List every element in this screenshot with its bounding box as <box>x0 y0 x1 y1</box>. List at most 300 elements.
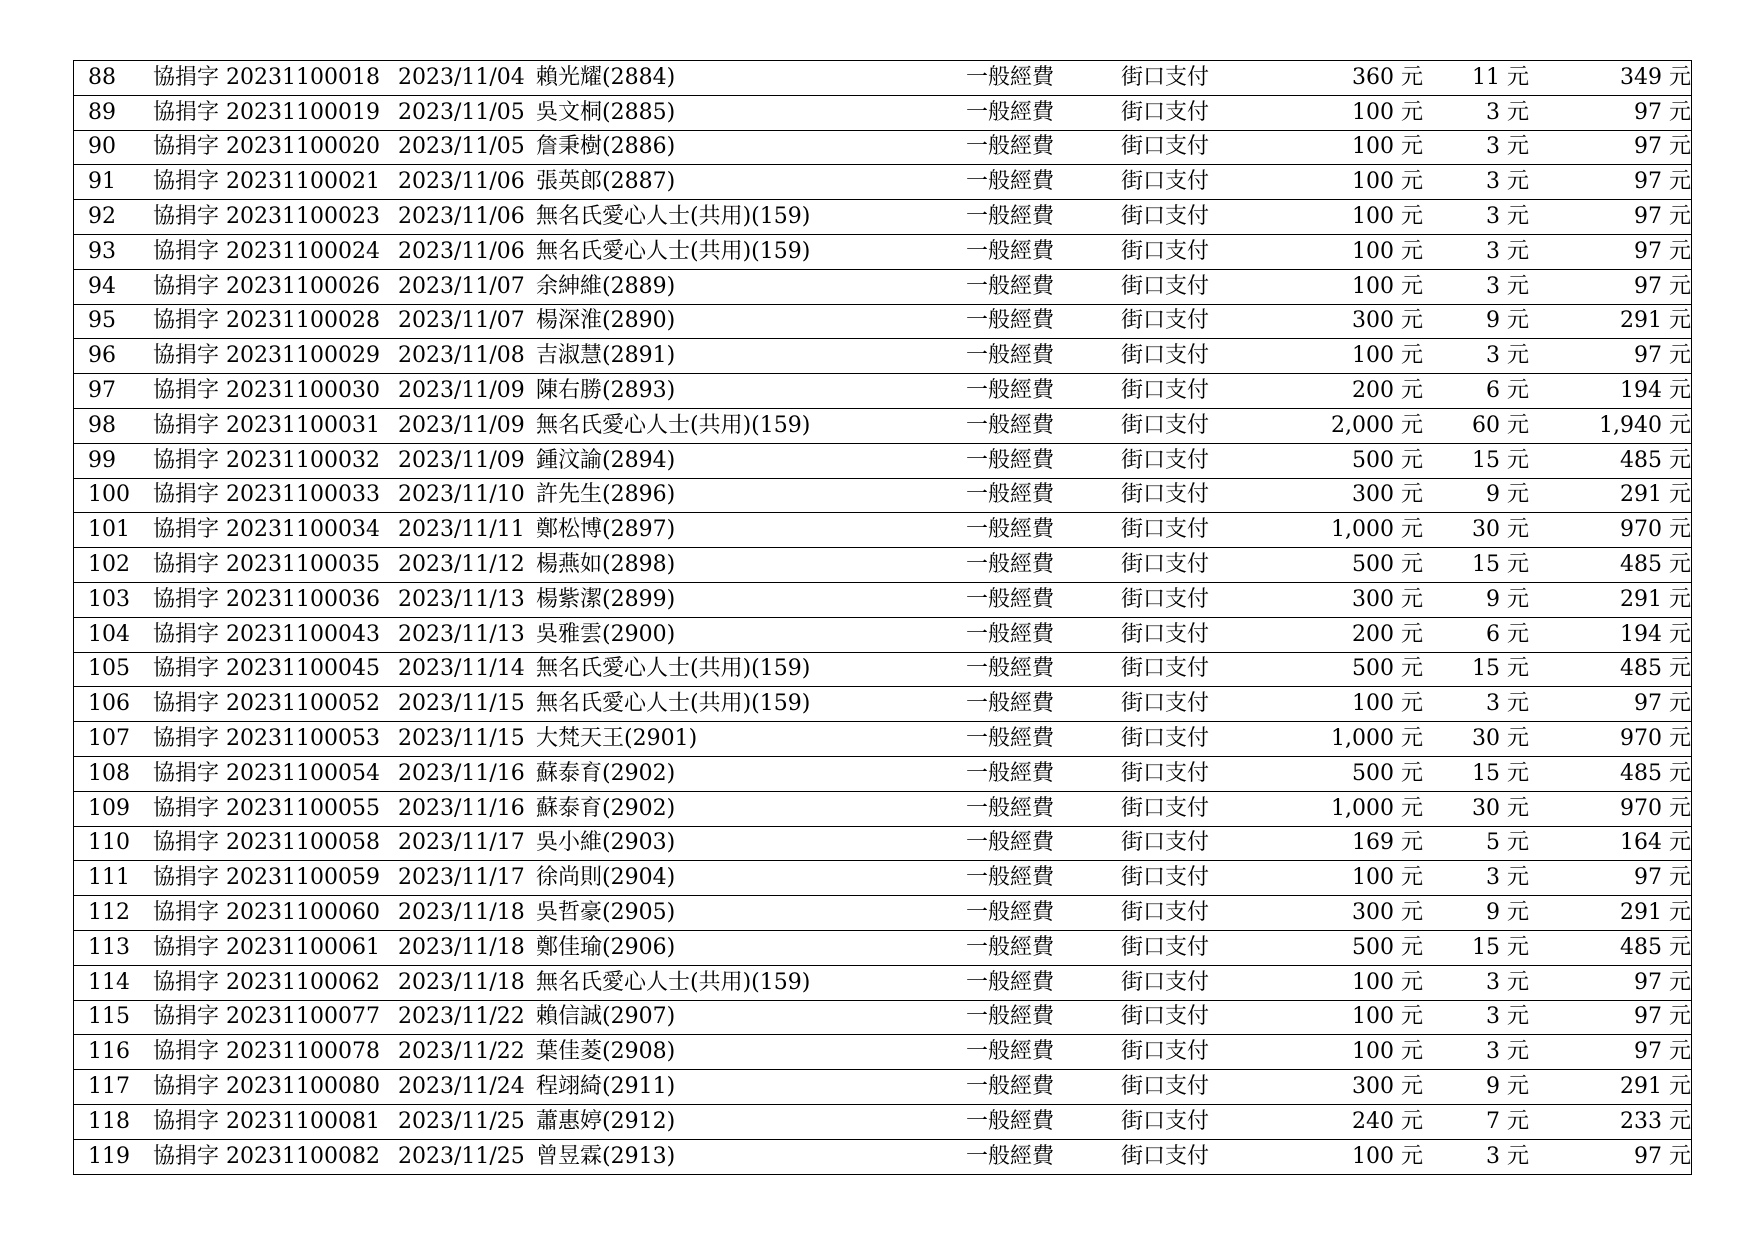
table-row <box>74 374 1691 409</box>
processing-fee: 3 元 <box>1486 204 1529 230</box>
donation-date: 2023/11/06 <box>398 238 525 264</box>
processing-fee: 7 元 <box>1486 1108 1529 1134</box>
table-row <box>74 722 1691 757</box>
receipt-number: 協捐字 20231100033 <box>153 482 380 508</box>
donation-amount: 240 元 <box>1352 1108 1423 1134</box>
donation-amount: 100 元 <box>1352 204 1423 230</box>
donation-amount: 100 元 <box>1352 1143 1423 1169</box>
donor-name: 無名氏愛心人士(共用)(159) <box>536 204 811 230</box>
row-number: 104 <box>88 621 130 647</box>
row-number: 106 <box>88 691 130 717</box>
payment-method: 街口支付 <box>1121 656 1210 682</box>
table-row <box>74 687 1691 722</box>
donor-name: 徐尚則(2904) <box>536 865 676 891</box>
donation-amount: 200 元 <box>1352 378 1423 404</box>
donor-name: 鄭松博(2897) <box>536 517 676 543</box>
processing-fee: 3 元 <box>1486 273 1529 299</box>
donation-amount: 1,000 元 <box>1331 795 1423 821</box>
donation-amount: 1,000 元 <box>1331 517 1423 543</box>
donation-category: 一般經費 <box>966 343 1055 369</box>
donation-category: 一般經費 <box>966 99 1055 125</box>
row-number: 119 <box>88 1143 130 1169</box>
payment-method: 街口支付 <box>1121 1004 1210 1030</box>
row-number: 93 <box>88 238 116 264</box>
donation-amount: 100 元 <box>1352 134 1423 160</box>
receipt-number: 協捐字 20231100034 <box>153 517 380 543</box>
processing-fee: 15 元 <box>1472 934 1529 960</box>
donor-name: 張英郎(2887) <box>536 169 676 195</box>
net-amount: 97 元 <box>1634 1143 1691 1169</box>
donation-amount: 2,000 元 <box>1331 412 1423 438</box>
row-number: 108 <box>88 760 130 786</box>
receipt-number: 協捐字 20231100030 <box>153 378 380 404</box>
net-amount: 97 元 <box>1634 1004 1691 1030</box>
donation-date: 2023/11/15 <box>398 726 525 752</box>
donor-name: 無名氏愛心人士(共用)(159) <box>536 691 811 717</box>
donation-category: 一般經費 <box>966 795 1055 821</box>
net-amount: 291 元 <box>1620 308 1691 334</box>
row-number: 95 <box>88 308 116 334</box>
processing-fee: 3 元 <box>1486 1039 1529 1065</box>
net-amount: 97 元 <box>1634 238 1691 264</box>
donation-category: 一般經費 <box>966 517 1055 543</box>
donor-name: 鄭佳瑜(2906) <box>536 934 676 960</box>
row-number: 112 <box>88 900 130 926</box>
donor-name: 吳雅雲(2900) <box>536 621 676 647</box>
donation-amount: 100 元 <box>1352 343 1423 369</box>
donation-date: 2023/11/15 <box>398 691 525 717</box>
row-number: 117 <box>88 1074 130 1099</box>
row-number: 99 <box>88 447 116 473</box>
receipt-number: 協捐字 20231100018 <box>153 64 380 90</box>
donation-category: 一般經費 <box>966 586 1055 612</box>
net-amount: 97 元 <box>1634 169 1691 195</box>
donation-date: 2023/11/05 <box>398 134 525 160</box>
receipt-number: 協捐字 20231100031 <box>153 412 380 438</box>
payment-method: 街口支付 <box>1121 1108 1210 1134</box>
processing-fee: 3 元 <box>1486 969 1529 995</box>
table-row <box>74 61 1691 96</box>
donation-amount: 1,000 元 <box>1331 726 1423 752</box>
donation-date: 2023/11/04 <box>398 64 525 90</box>
net-amount: 291 元 <box>1620 482 1691 508</box>
donation-date: 2023/11/16 <box>398 795 525 821</box>
row-number: 118 <box>88 1108 130 1134</box>
net-amount: 194 元 <box>1620 378 1691 404</box>
donation-date: 2023/11/25 <box>398 1108 525 1134</box>
donation-date: 2023/11/17 <box>398 865 525 891</box>
processing-fee: 15 元 <box>1472 656 1529 682</box>
payment-method: 街口支付 <box>1121 169 1210 195</box>
donation-category: 一般經費 <box>966 830 1055 856</box>
processing-fee: 15 元 <box>1472 447 1529 473</box>
receipt-number: 協捐字 20231100032 <box>153 447 380 473</box>
payment-method: 街口支付 <box>1121 934 1210 960</box>
donation-amount: 300 元 <box>1352 1074 1423 1099</box>
payment-method: 街口支付 <box>1121 99 1210 125</box>
receipt-number: 協捐字 20231100036 <box>153 586 380 612</box>
donor-name: 楊深淮(2890) <box>536 308 676 334</box>
payment-method: 街口支付 <box>1121 969 1210 995</box>
row-number: 105 <box>88 656 130 682</box>
table-row <box>74 235 1691 270</box>
row-number: 90 <box>88 134 116 160</box>
table-row <box>74 1001 1691 1036</box>
processing-fee: 30 元 <box>1472 795 1529 821</box>
table-row <box>74 96 1691 131</box>
payment-method: 街口支付 <box>1121 204 1210 230</box>
table-row <box>74 270 1691 305</box>
donor-name: 蘇泰育(2902) <box>536 795 676 821</box>
processing-fee: 3 元 <box>1486 691 1529 717</box>
net-amount: 291 元 <box>1620 1074 1691 1099</box>
net-amount: 97 元 <box>1634 343 1691 369</box>
donation-category: 一般經費 <box>966 1143 1055 1169</box>
processing-fee: 3 元 <box>1486 865 1529 891</box>
row-number: 107 <box>88 726 130 752</box>
processing-fee: 3 元 <box>1486 1143 1529 1169</box>
row-number: 91 <box>88 169 116 195</box>
table-row <box>74 827 1691 862</box>
donation-category: 一般經費 <box>966 169 1055 195</box>
receipt-number: 協捐字 20231100029 <box>153 343 380 369</box>
donation-category: 一般經費 <box>966 1074 1055 1099</box>
donation-date: 2023/11/24 <box>398 1074 525 1099</box>
receipt-number: 協捐字 20231100023 <box>153 204 380 230</box>
processing-fee: 3 元 <box>1486 169 1529 195</box>
receipt-number: 協捐字 20231100061 <box>153 934 380 960</box>
donor-name: 無名氏愛心人士(共用)(159) <box>536 969 811 995</box>
donation-amount: 300 元 <box>1352 586 1423 612</box>
receipt-number: 協捐字 20231100043 <box>153 621 380 647</box>
receipt-number: 協捐字 20231100026 <box>153 273 380 299</box>
processing-fee: 11 元 <box>1472 64 1529 90</box>
receipt-number: 協捐字 20231100021 <box>153 169 380 195</box>
payment-method: 街口支付 <box>1121 1039 1210 1065</box>
donation-date: 2023/11/16 <box>398 760 525 786</box>
donor-name: 蘇泰育(2902) <box>536 760 676 786</box>
donation-amount: 500 元 <box>1352 447 1423 473</box>
donor-name: 葉佳菱(2908) <box>536 1039 676 1065</box>
receipt-number: 協捐字 20231100058 <box>153 830 380 856</box>
net-amount: 97 元 <box>1634 865 1691 891</box>
receipt-number: 協捐字 20231100060 <box>153 900 380 926</box>
net-amount: 97 元 <box>1634 204 1691 230</box>
processing-fee: 9 元 <box>1486 586 1529 612</box>
table-row <box>74 861 1691 896</box>
donation-amount: 300 元 <box>1352 482 1423 508</box>
payment-method: 街口支付 <box>1121 378 1210 404</box>
table-row <box>74 305 1691 340</box>
payment-method: 街口支付 <box>1121 482 1210 508</box>
donor-name: 蕭惠婷(2912) <box>536 1108 676 1134</box>
table-row <box>74 931 1691 966</box>
processing-fee: 9 元 <box>1486 1074 1529 1099</box>
processing-fee: 6 元 <box>1486 621 1529 647</box>
donation-ledger-table <box>73 60 1692 1175</box>
donation-amount: 300 元 <box>1352 900 1423 926</box>
payment-method: 街口支付 <box>1121 447 1210 473</box>
net-amount: 97 元 <box>1634 691 1691 717</box>
payment-method: 街口支付 <box>1121 865 1210 891</box>
donation-category: 一般經費 <box>966 656 1055 682</box>
receipt-number: 協捐字 20231100078 <box>153 1039 380 1065</box>
table-row <box>74 548 1691 583</box>
donation-category: 一般經費 <box>966 726 1055 752</box>
receipt-number: 協捐字 20231100053 <box>153 726 380 752</box>
net-amount: 97 元 <box>1634 134 1691 160</box>
donation-category: 一般經費 <box>966 238 1055 264</box>
donor-name: 無名氏愛心人士(共用)(159) <box>536 238 811 264</box>
row-number: 94 <box>88 273 116 299</box>
donor-name: 賴光耀(2884) <box>536 64 676 90</box>
receipt-number: 協捐字 20231100082 <box>153 1143 380 1169</box>
donation-date: 2023/11/08 <box>398 343 525 369</box>
donation-category: 一般經費 <box>966 760 1055 786</box>
donation-date: 2023/11/06 <box>398 169 525 195</box>
donation-date: 2023/11/12 <box>398 552 525 578</box>
donor-name: 無名氏愛心人士(共用)(159) <box>536 656 811 682</box>
donation-date: 2023/11/13 <box>398 586 525 612</box>
table-row <box>74 479 1691 514</box>
donation-date: 2023/11/22 <box>398 1039 525 1065</box>
net-amount: 97 元 <box>1634 99 1691 125</box>
net-amount: 485 元 <box>1620 760 1691 786</box>
donation-date: 2023/11/14 <box>398 656 525 682</box>
donor-name: 賴信誠(2907) <box>536 1004 676 1030</box>
processing-fee: 30 元 <box>1472 726 1529 752</box>
donation-category: 一般經費 <box>966 969 1055 995</box>
processing-fee: 9 元 <box>1486 900 1529 926</box>
donation-category: 一般經費 <box>966 865 1055 891</box>
net-amount: 485 元 <box>1620 447 1691 473</box>
net-amount: 970 元 <box>1620 517 1691 543</box>
table-row <box>74 757 1691 792</box>
donation-amount: 169 元 <box>1352 830 1423 856</box>
receipt-number: 協捐字 20231100024 <box>153 238 380 264</box>
donation-date: 2023/11/10 <box>398 482 525 508</box>
payment-method: 街口支付 <box>1121 238 1210 264</box>
donation-category: 一般經費 <box>966 552 1055 578</box>
donor-name: 吳文桐(2885) <box>536 99 676 125</box>
donor-name: 吳哲豪(2905) <box>536 900 676 926</box>
receipt-number: 協捐字 20231100052 <box>153 691 380 717</box>
processing-fee: 60 元 <box>1472 412 1529 438</box>
processing-fee: 6 元 <box>1486 378 1529 404</box>
row-number: 114 <box>88 969 130 995</box>
row-number: 115 <box>88 1004 130 1030</box>
payment-method: 街口支付 <box>1121 900 1210 926</box>
row-number: 100 <box>88 482 130 508</box>
donation-category: 一般經費 <box>966 64 1055 90</box>
processing-fee: 3 元 <box>1486 99 1529 125</box>
donation-amount: 200 元 <box>1352 621 1423 647</box>
row-number: 92 <box>88 204 116 230</box>
net-amount: 1,940 元 <box>1599 412 1691 438</box>
donor-name: 楊燕如(2898) <box>536 552 676 578</box>
donation-category: 一般經費 <box>966 1108 1055 1134</box>
net-amount: 194 元 <box>1620 621 1691 647</box>
row-number: 97 <box>88 378 116 404</box>
donor-name: 程翊綺(2911) <box>536 1074 676 1099</box>
net-amount: 97 元 <box>1634 969 1691 995</box>
payment-method: 街口支付 <box>1121 517 1210 543</box>
table-row <box>74 200 1691 235</box>
processing-fee: 3 元 <box>1486 238 1529 264</box>
payment-method: 街口支付 <box>1121 343 1210 369</box>
row-number: 89 <box>88 99 116 125</box>
payment-method: 街口支付 <box>1121 273 1210 299</box>
table-row <box>74 1140 1691 1175</box>
donor-name: 吉淑慧(2891) <box>536 343 676 369</box>
donation-date: 2023/11/18 <box>398 969 525 995</box>
net-amount: 970 元 <box>1620 726 1691 752</box>
donation-amount: 360 元 <box>1352 64 1423 90</box>
table-row <box>74 513 1691 548</box>
table-row <box>74 653 1691 688</box>
payment-method: 街口支付 <box>1121 1074 1210 1099</box>
row-number: 98 <box>88 412 116 438</box>
processing-fee: 9 元 <box>1486 308 1529 334</box>
net-amount: 291 元 <box>1620 900 1691 926</box>
receipt-number: 協捐字 20231100055 <box>153 795 380 821</box>
donation-amount: 100 元 <box>1352 273 1423 299</box>
payment-method: 街口支付 <box>1121 64 1210 90</box>
row-number: 110 <box>88 830 130 856</box>
payment-method: 街口支付 <box>1121 726 1210 752</box>
donation-date: 2023/11/22 <box>398 1004 525 1030</box>
payment-method: 街口支付 <box>1121 552 1210 578</box>
row-number: 101 <box>88 517 130 543</box>
processing-fee: 15 元 <box>1472 552 1529 578</box>
receipt-number: 協捐字 20231100062 <box>153 969 380 995</box>
donor-name: 吳小維(2903) <box>536 830 676 856</box>
donation-date: 2023/11/13 <box>398 621 525 647</box>
payment-method: 街口支付 <box>1121 760 1210 786</box>
row-number: 116 <box>88 1039 130 1065</box>
donation-date: 2023/11/25 <box>398 1143 525 1169</box>
row-number: 102 <box>88 552 130 578</box>
donation-amount: 100 元 <box>1352 969 1423 995</box>
donation-category: 一般經費 <box>966 691 1055 717</box>
donation-category: 一般經費 <box>966 621 1055 647</box>
donation-category: 一般經費 <box>966 378 1055 404</box>
processing-fee: 3 元 <box>1486 1004 1529 1030</box>
payment-method: 街口支付 <box>1121 621 1210 647</box>
payment-method: 街口支付 <box>1121 412 1210 438</box>
table-row <box>74 1070 1691 1105</box>
receipt-number: 協捐字 20231100045 <box>153 656 380 682</box>
net-amount: 349 元 <box>1620 64 1691 90</box>
donation-amount: 500 元 <box>1352 656 1423 682</box>
donor-name: 無名氏愛心人士(共用)(159) <box>536 412 811 438</box>
donation-amount: 100 元 <box>1352 865 1423 891</box>
donation-date: 2023/11/18 <box>398 900 525 926</box>
processing-fee: 5 元 <box>1486 830 1529 856</box>
table-row <box>74 792 1691 827</box>
payment-method: 街口支付 <box>1121 1143 1210 1169</box>
net-amount: 970 元 <box>1620 795 1691 821</box>
table-row <box>74 896 1691 931</box>
donor-name: 曾昱霖(2913) <box>536 1143 676 1169</box>
table-row <box>74 444 1691 479</box>
donor-name: 陳右勝(2893) <box>536 378 676 404</box>
donation-date: 2023/11/06 <box>398 204 525 230</box>
donation-date: 2023/11/09 <box>398 378 525 404</box>
row-number: 109 <box>88 795 130 821</box>
net-amount: 485 元 <box>1620 934 1691 960</box>
net-amount: 485 元 <box>1620 552 1691 578</box>
processing-fee: 15 元 <box>1472 760 1529 786</box>
receipt-number: 協捐字 20231100077 <box>153 1004 380 1030</box>
row-number: 111 <box>88 865 130 891</box>
table-row <box>74 1105 1691 1140</box>
donation-category: 一般經費 <box>966 1039 1055 1065</box>
row-number: 113 <box>88 934 130 960</box>
processing-fee: 9 元 <box>1486 482 1529 508</box>
payment-method: 街口支付 <box>1121 134 1210 160</box>
donation-date: 2023/11/07 <box>398 308 525 334</box>
receipt-number: 協捐字 20231100020 <box>153 134 380 160</box>
donation-category: 一般經費 <box>966 447 1055 473</box>
donation-amount: 500 元 <box>1352 760 1423 786</box>
donation-amount: 100 元 <box>1352 99 1423 125</box>
receipt-number: 協捐字 20231100028 <box>153 308 380 334</box>
row-number: 96 <box>88 343 116 369</box>
payment-method: 街口支付 <box>1121 795 1210 821</box>
table-row <box>74 966 1691 1001</box>
row-number: 103 <box>88 586 130 612</box>
donation-amount: 100 元 <box>1352 1039 1423 1065</box>
donor-name: 許先生(2896) <box>536 482 676 508</box>
donation-amount: 300 元 <box>1352 308 1423 334</box>
row-number: 88 <box>88 64 116 90</box>
receipt-number: 協捐字 20231100035 <box>153 552 380 578</box>
donation-amount: 100 元 <box>1352 691 1423 717</box>
payment-method: 街口支付 <box>1121 308 1210 334</box>
donation-date: 2023/11/18 <box>398 934 525 960</box>
net-amount: 97 元 <box>1634 273 1691 299</box>
donation-date: 2023/11/17 <box>398 830 525 856</box>
table-row <box>74 583 1691 618</box>
donation-amount: 500 元 <box>1352 552 1423 578</box>
net-amount: 485 元 <box>1620 656 1691 682</box>
donation-amount: 100 元 <box>1352 238 1423 264</box>
net-amount: 233 元 <box>1620 1108 1691 1134</box>
table-row <box>74 1035 1691 1070</box>
donation-amount: 100 元 <box>1352 169 1423 195</box>
net-amount: 291 元 <box>1620 586 1691 612</box>
receipt-number: 協捐字 20231100019 <box>153 99 380 125</box>
processing-fee: 3 元 <box>1486 343 1529 369</box>
payment-method: 街口支付 <box>1121 691 1210 717</box>
table-row <box>74 131 1691 166</box>
donation-category: 一般經費 <box>966 308 1055 334</box>
donation-category: 一般經費 <box>966 900 1055 926</box>
processing-fee: 30 元 <box>1472 517 1529 543</box>
table-row <box>74 618 1691 653</box>
donor-name: 楊紫潔(2899) <box>536 586 676 612</box>
receipt-number: 協捐字 20231100081 <box>153 1108 380 1134</box>
table-row <box>74 165 1691 200</box>
donation-category: 一般經費 <box>966 934 1055 960</box>
donation-category: 一般經費 <box>966 204 1055 230</box>
donation-date: 2023/11/11 <box>398 517 525 543</box>
donation-category: 一般經費 <box>966 273 1055 299</box>
donation-date: 2023/11/09 <box>398 412 525 438</box>
receipt-number: 協捐字 20231100054 <box>153 760 380 786</box>
payment-method: 街口支付 <box>1121 830 1210 856</box>
